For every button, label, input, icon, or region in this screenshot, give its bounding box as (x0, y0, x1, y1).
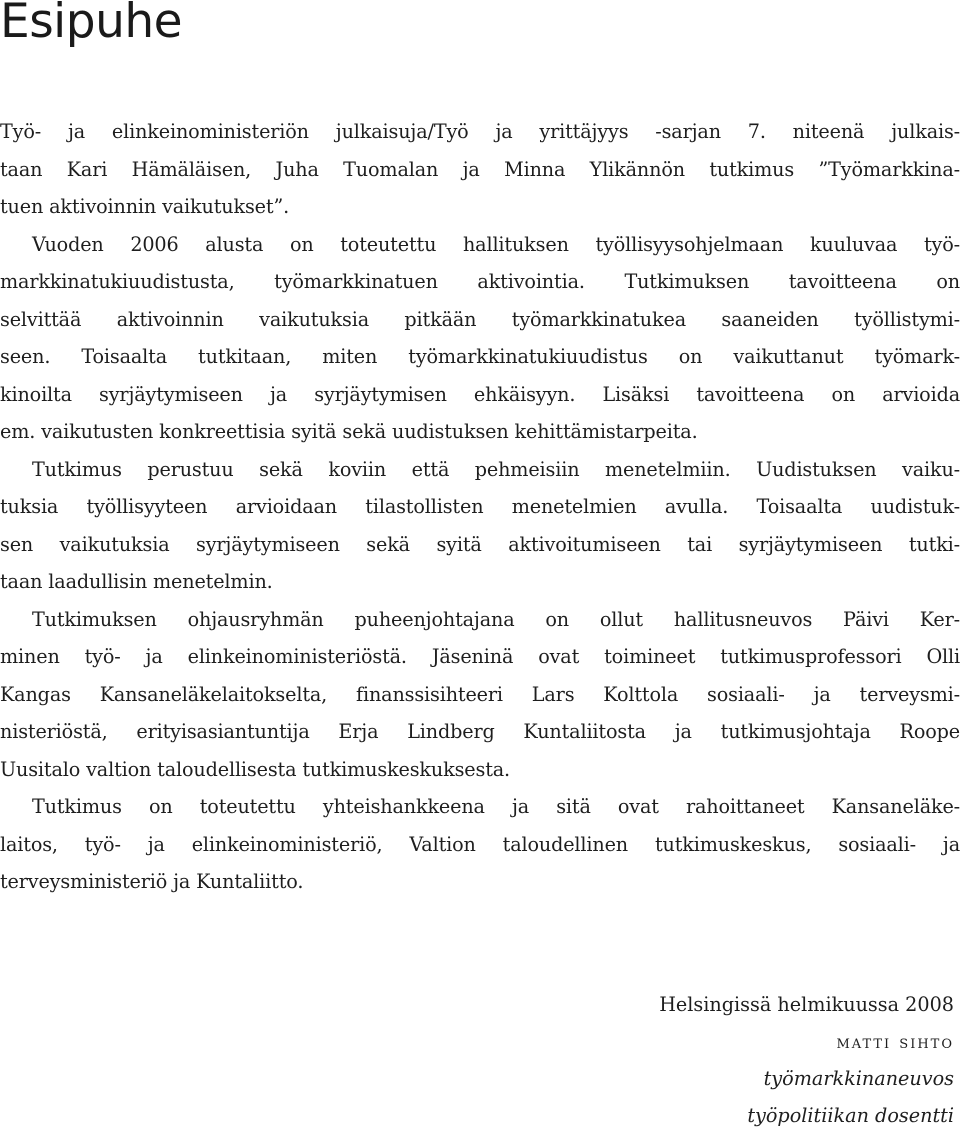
signature-name: matti sihto (836, 1030, 954, 1053)
text-line: tuksia työllisyyteen arvioidaan tilastollisten menetelmien avulla. Toisaalta uudistuk- (0, 495, 960, 518)
text-line: laitos, työ- ja elinkeinoministeriö, Valtion taloudellinen tutkimuskeskus, sosiaali- ja (0, 832, 960, 856)
text-line: Työ- ja elinkeinoministeriön julkaisuja/Työ ja yrittäjyys -sarjan 7. niteenä julkais- (0, 120, 960, 143)
text-line: terveysministeriö ja Kuntaliitto. (0, 870, 304, 893)
text-line: markkinatukiuudistusta, työmarkkinatuen aktivointia. Tutkimuksen tavoitteena on (0, 270, 960, 293)
signature-role: työmarkkinaneuvos (763, 1067, 954, 1090)
signature-place-date: Helsingissä helmikuussa 2008 (659, 993, 954, 1016)
text-line: sen vaikutuksia syrjäytymiseen sekä syitä aktivoitumiseen tai syrjäytymiseen tutki- (0, 532, 960, 556)
text-line: kinoilta syrjäytymiseen ja syrjäytymisen ehkäisyyn. Lisäksi tavoitteena on arvioida (0, 382, 960, 406)
text-line: selvittää aktivoinnin vaikutuksia pitkään työmarkkinatukea saaneiden työllistymi- (0, 307, 960, 331)
text-line: Tutkimuksen ohjausryhmän puheenjohtajana on ollut hallitusneuvos Päivi Ker- (32, 607, 960, 631)
text-line: Uusitalo valtion taloudellisesta tutkimuskeskuksesta. (0, 757, 510, 781)
text-line: Tutkimus perustuu sekä koviin että pehmeisiin menetelmiin. Uudistuksen vaiku- (32, 457, 960, 481)
text-line: Vuoden 2006 alusta on toteutettu hallituksen työllisyysohjelmaan kuuluvaa työ- (32, 232, 960, 256)
text-line: taan laadullisin menetelmin. (0, 570, 273, 593)
text-line: tuen aktivoinnin vaikutukset”. (0, 195, 290, 218)
text-line: seen. Toisaalta tutkitaan, miten työmarkkinatukiuudistus on vaikuttanut työmark- (0, 345, 960, 368)
text-line: taan Kari Hämäläisen, Juha Tuomalan ja Minna Ylikännön tutkimus ”Työmarkkina- (0, 157, 960, 181)
page-title: Esipuhe (0, 0, 183, 49)
text-line: minen työ- ja elinkeinoministeriöstä. Jäseninä ovat toimineet tutkimusprofessori Olli (0, 645, 960, 668)
text-line: Kangas Kansaneläkelaitokselta, finanssisihteeri Lars Kolttola sosiaali- ja terveysmi- (0, 682, 960, 706)
text-line: em. vaikutusten konkreettisia syitä sekä uudistuksen kehittämistarpeita. (0, 420, 698, 443)
signature-role-2: työpolitiikan dosentti (747, 1104, 954, 1127)
text-line: nisteriöstä, erityisasiantuntija Erja Lindberg Kuntaliitosta ja tutkimusjohtaja Roope (0, 720, 960, 743)
signature-block (659, 986, 954, 1134)
text-line: Tutkimus on toteutettu yhteishankkeena ja sitä ovat rahoittaneet Kansaneläke- (32, 795, 960, 818)
preface-body (0, 113, 960, 901)
